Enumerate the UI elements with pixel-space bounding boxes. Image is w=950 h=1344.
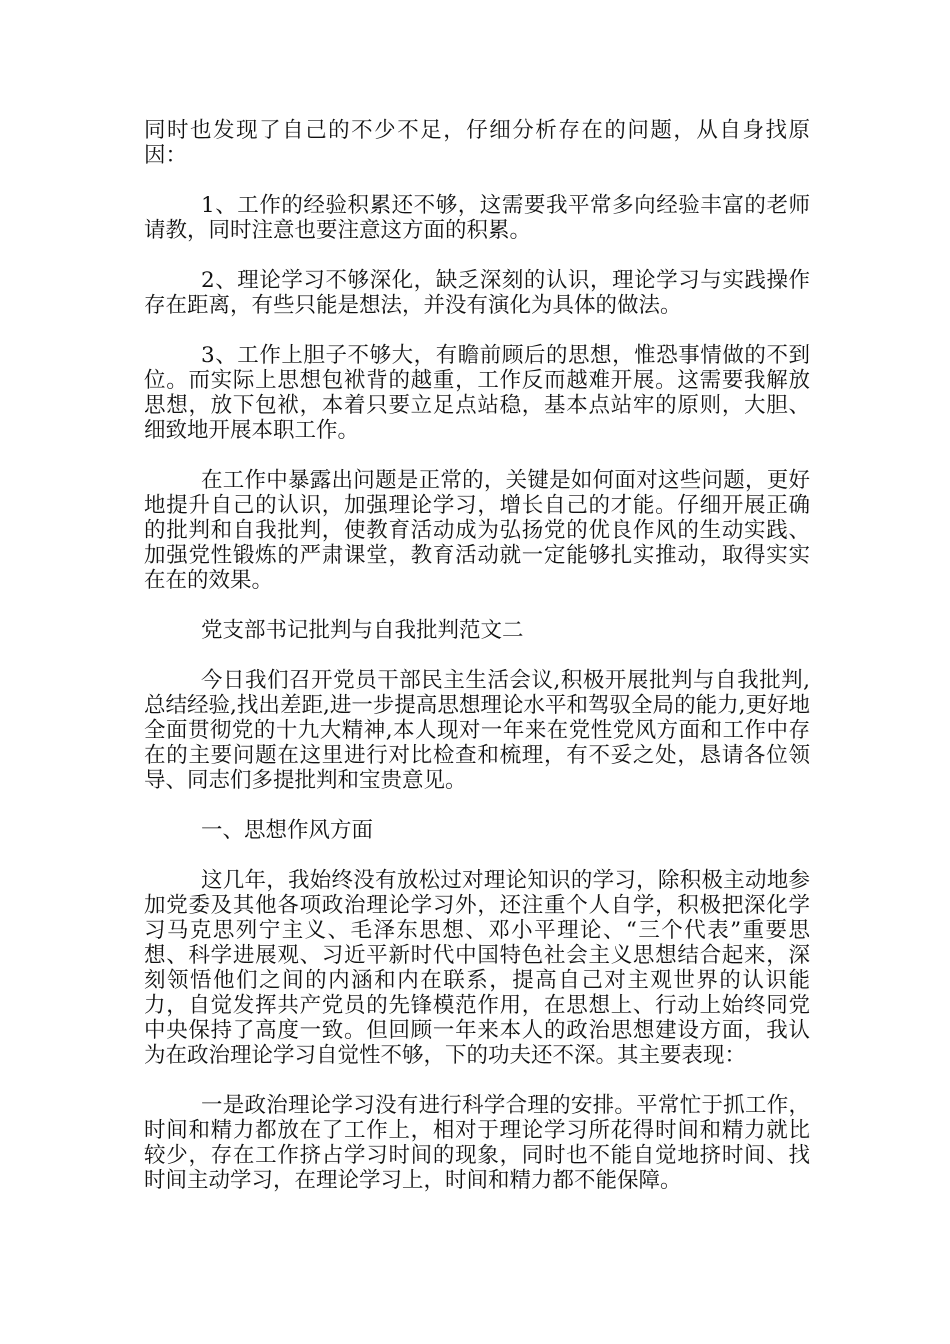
paragraph-point-2: 2、理论学习不够深化，缺乏深刻的认识，理论学习与实践操作存在距离，有些只能是想法，并没有演化为具体的做法。 — [144, 268, 810, 318]
subsection-heading: 一、思想作风方面 — [201, 818, 374, 843]
paragraph-issue-1: 一是政治理论学习没有进行科学合理的安排。平常忙于抓工作，时间和精力都放在了工作上，相对于理论学习所花得时间和精力就比较少，存在工作挤占学习时间的现象，同时也不能自觉地挤时间、找时间主动学习，在理论学习上，时间和精力都不能保障。 — [144, 1093, 810, 1193]
section-title: 党支部书记批判与自我批判范文二 — [201, 618, 524, 643]
paragraph-point-1: 1、工作的经验积累还不够，这需要我平常多向经验丰富的老师请教，同时注意也要注意这方面的积累。 — [144, 193, 810, 243]
paragraph-ideology: 这几年，我始终没有放松过对理论知识的学习，除积极主动地参加党委及其他各项政治理论学习外，还注重个人自学，积极把深化学习马克思列宁主义、毛泽东思想、邓小平理论、“三个代表”重要思想、科学进展观、习近平新时代中国特色社会主义思想结合起来，深刻领悟他们之间的内涵和内在联系，提高自己对主观世界的认识能力，自觉发挥共产党员的先锋模范作用，在思想上、行动上始终同党中央保持了高度一致。但回顾一年来本人的政治思想建设方面，我认为在政治理论学习自觉性不够，下的功夫还不深。其主要表现： — [144, 868, 810, 1068]
paragraph-conclusion: 在工作中暴露出问题是正常的，关键是如何面对这些问题，更好地提升自己的认识，加强理论学习，增长自己的才能。仔细开展正确的批判和自我批判，使教育活动成为弘扬党的优良作风的生动实践、加强党性锻炼的严肃课堂，教育活动就一定能够扎实推动，取得实实在在的效果。 — [144, 468, 810, 593]
paragraph-intro: 同时也发现了自己的不少不足，仔细分析存在的问题，从自身找原因： — [144, 118, 810, 168]
paragraph-opening: 今日我们召开党员干部民主生活会议,积极开展批判与自我批判,总结经验,找出差距,进一步提高思想理论水平和驾驭全局的能力,更好地全面贯彻党的十九大精神,本人现对一年来在党性党风方面和工作中存在的主要问题在这里进行对比检查和梳理，有不妥之处，恳请各位领导、同志们多提批判和宝贵意见。 — [144, 668, 810, 793]
document-page — [144, 118, 810, 1218]
paragraph-point-3: 3、工作上胆子不够大，有瞻前顾后的思想，惟恐事情做的不到位。而实际上思想包袱背的越重，工作反而越难开展。这需要我解放思想，放下包袱，本着只要立足点站稳，基本点站牢的原则，大胆、细致地开展本职工作。 — [144, 343, 810, 443]
